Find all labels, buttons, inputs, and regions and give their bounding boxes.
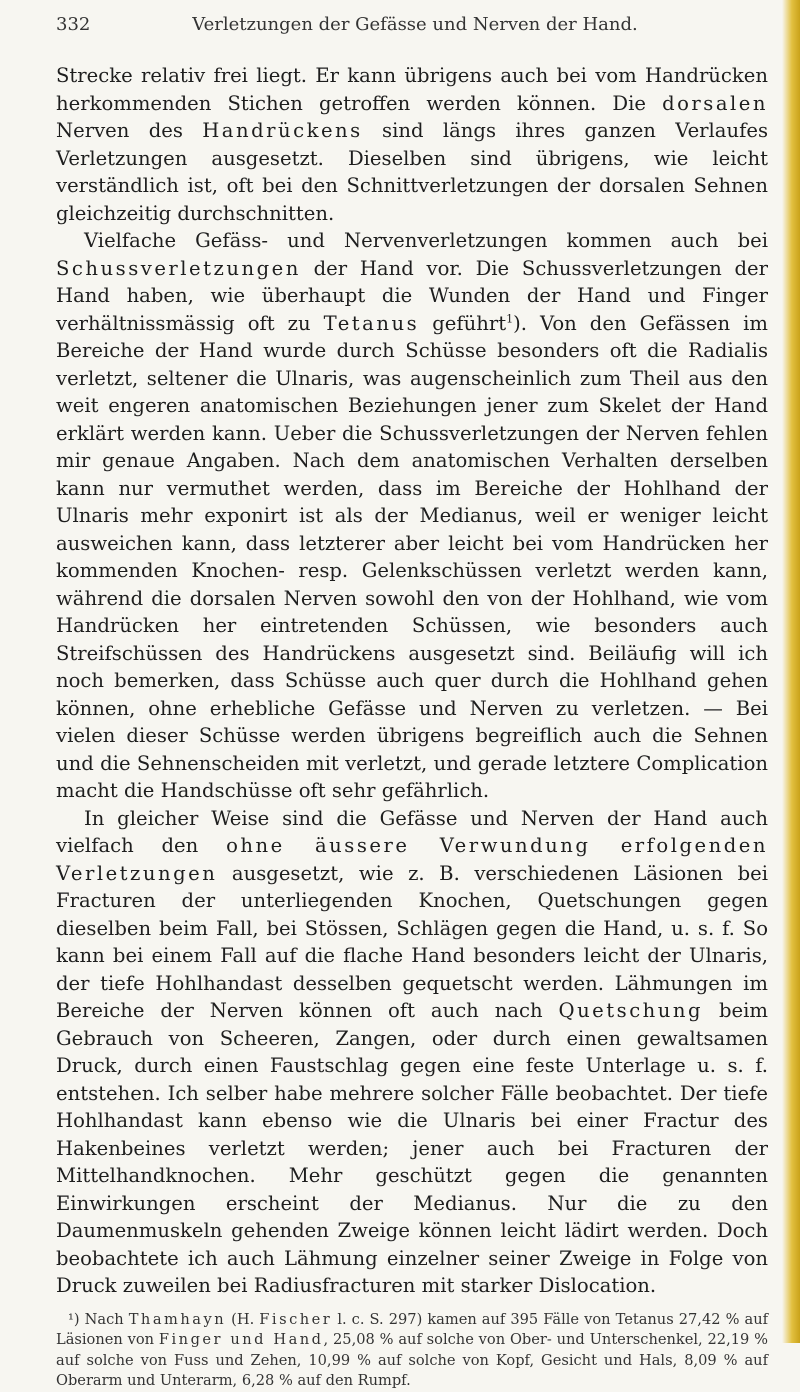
text-run: Nerven des	[56, 119, 203, 142]
text-run: l. c. S. 297) kamen auf 395 Fälle von Tetanus 27,42 % auf Läsionen von	[56, 1310, 768, 1348]
text-run: ). Von den Gefässen im Bereiche der Hand wurde durch Schüsse besonders oft die Radialis verletzt, seltener die Ulnaris, was augenscheinlich zum Theil aus den weit engeren anatomischen Beziehungen jener zum Skelet der Hand erklärt werden kann. Ueber die Schussverletzungen der Nerven fehlen mir genaue Angaben. Nach dem anatomischen Verhalten derselben kann nur vermuthet werden, dass im Bereiche der Hohlhand der Ulnaris mehr exponirt ist als der Medianus, weil er weniger leicht ausweichen kann, dass letzterer aber leicht bei vom Handrücken her kommenden Knochen- resp. Gelenkschüssen verletzt werden kann, während die dorsalen Nerven sowohl den von der Hohlhand, wie vom Handrücken her eintretenden Schüssen, wie besonders auch Streifschüssen des Handrückens ausgesetzt sind. Beiläufig will ich noch bemerken, dass Schüsse auch quer durch die Hohlhand gehen können, ohne erhebliche Gefässe und Nerven zu verletzen. — Bei vielen dieser Schüsse werden übrigens begreiflich auch die Sehnen und die Sehnenscheiden mit verletzt, und gerade letztere Complication macht die Handschüsse oft sehr gefährlich.	[56, 311, 768, 802]
paragraph	[56, 62, 768, 227]
page-number: 332	[56, 14, 91, 35]
text-run: beim Gebrauch von Scheeren, Zangen, oder durch einen gewaltsamen Druck, durch einen Faustschlag gegen eine feste Unterlage u. s. f. entstehen. Ich selber habe mehrere solcher Fälle beobachtet. Der tiefe Hohlhandast kann ebenso wie die Ulnaris bei einer Fractur des Hakenbeines verletzt werden; jener auch bei Fracturen der Mittelhandknochen. Mehr geschützt gegen die genannten Einwirkungen erscheint der Medianus. Nur die zu den Daumenmuskeln gehenden Zweige können leicht lädirt werden. Doch beobachtete ich auch Lähmung einzelner seiner Zweige in Folge von Druck zuweilen bei Radiusfracturen mit starker Dislocation.	[56, 999, 768, 1297]
text-run: ausgesetzt, wie z. B. verschiedenen Läsionen bei Fracturen der unterliegenden Knochen, Quetschungen gegen dieselben beim Fall, bei Stössen, Schlägen gegen die Hand, u. s. f. So kann bei einem Fall auf die flache Hand besonders leicht der Ulnaris, der tiefe Hohlhandast desselben gequetscht werden. Lähmungen im Bereiche der Nerven können oft auch nach	[56, 861, 768, 1022]
text-run: der Hand vor. Die Schussverletzungen der Hand haben, wie überhaupt die Wunden der Hand und Finger verhältnissmässig oft zu	[56, 256, 768, 335]
paragraph	[56, 227, 768, 805]
footnote	[56, 1310, 768, 1392]
spaced-term: Quetschung	[558, 999, 704, 1022]
book-page	[56, 14, 768, 1392]
body-text	[56, 62, 768, 1300]
text-run: sind längs ihres ganzen Verlaufes Verletzungen ausgesetzt. Dieselben sind übrigens, wie leicht verständlich ist, oft bei den Schnittverletzungen der dorsalen Sehnen gleichzeitig durchschnitten.	[56, 119, 768, 225]
spaced-term: Fischer	[259, 1310, 333, 1328]
page-header	[56, 14, 768, 50]
text-run: (H.	[226, 1310, 260, 1328]
page-edge	[782, 0, 800, 1343]
running-title: Verletzungen der Gefässe und Nerven der Hand.	[192, 14, 638, 35]
paragraph	[56, 805, 768, 1300]
spaced-term: Tetanus	[323, 311, 420, 335]
text-run: geführt	[419, 311, 507, 335]
spaced-term: ohne äussere Verwundung erfolgenden Verletzungen	[56, 834, 768, 885]
text-run: Strecke relativ frei liegt. Er kann übrigens auch bei vom Handrücken herkommenden Stichen getroffen werden können. Die	[56, 64, 768, 115]
spaced-term: dorsalen	[662, 91, 768, 115]
footnote-marker: 1	[506, 311, 514, 325]
spaced-term: Schussverletzungen	[56, 256, 301, 280]
text-run: , 25,08 % auf solche von Ober- und Unterschenkel, 22,19 % auf solche von Fuss und Zehen, 10,99 % auf solche von Kopf, Gesicht und Hals, 8,09 % auf Oberarm und Unterarm, 6,28 % auf den Rumpf.	[56, 1331, 769, 1389]
text-run: In gleicher Weise sind die Gefässe und Nerven der Hand auch vielfach den	[56, 806, 768, 857]
spaced-term: Thamhayn	[128, 1310, 227, 1328]
text-run: Vielfache Gefäss- und Nervenverletzungen kommen auch bei	[84, 229, 768, 252]
text-run: ¹) Nach	[68, 1310, 129, 1328]
spaced-term: Finger und Hand	[158, 1331, 324, 1348]
spaced-term: Handrückens	[202, 119, 363, 142]
